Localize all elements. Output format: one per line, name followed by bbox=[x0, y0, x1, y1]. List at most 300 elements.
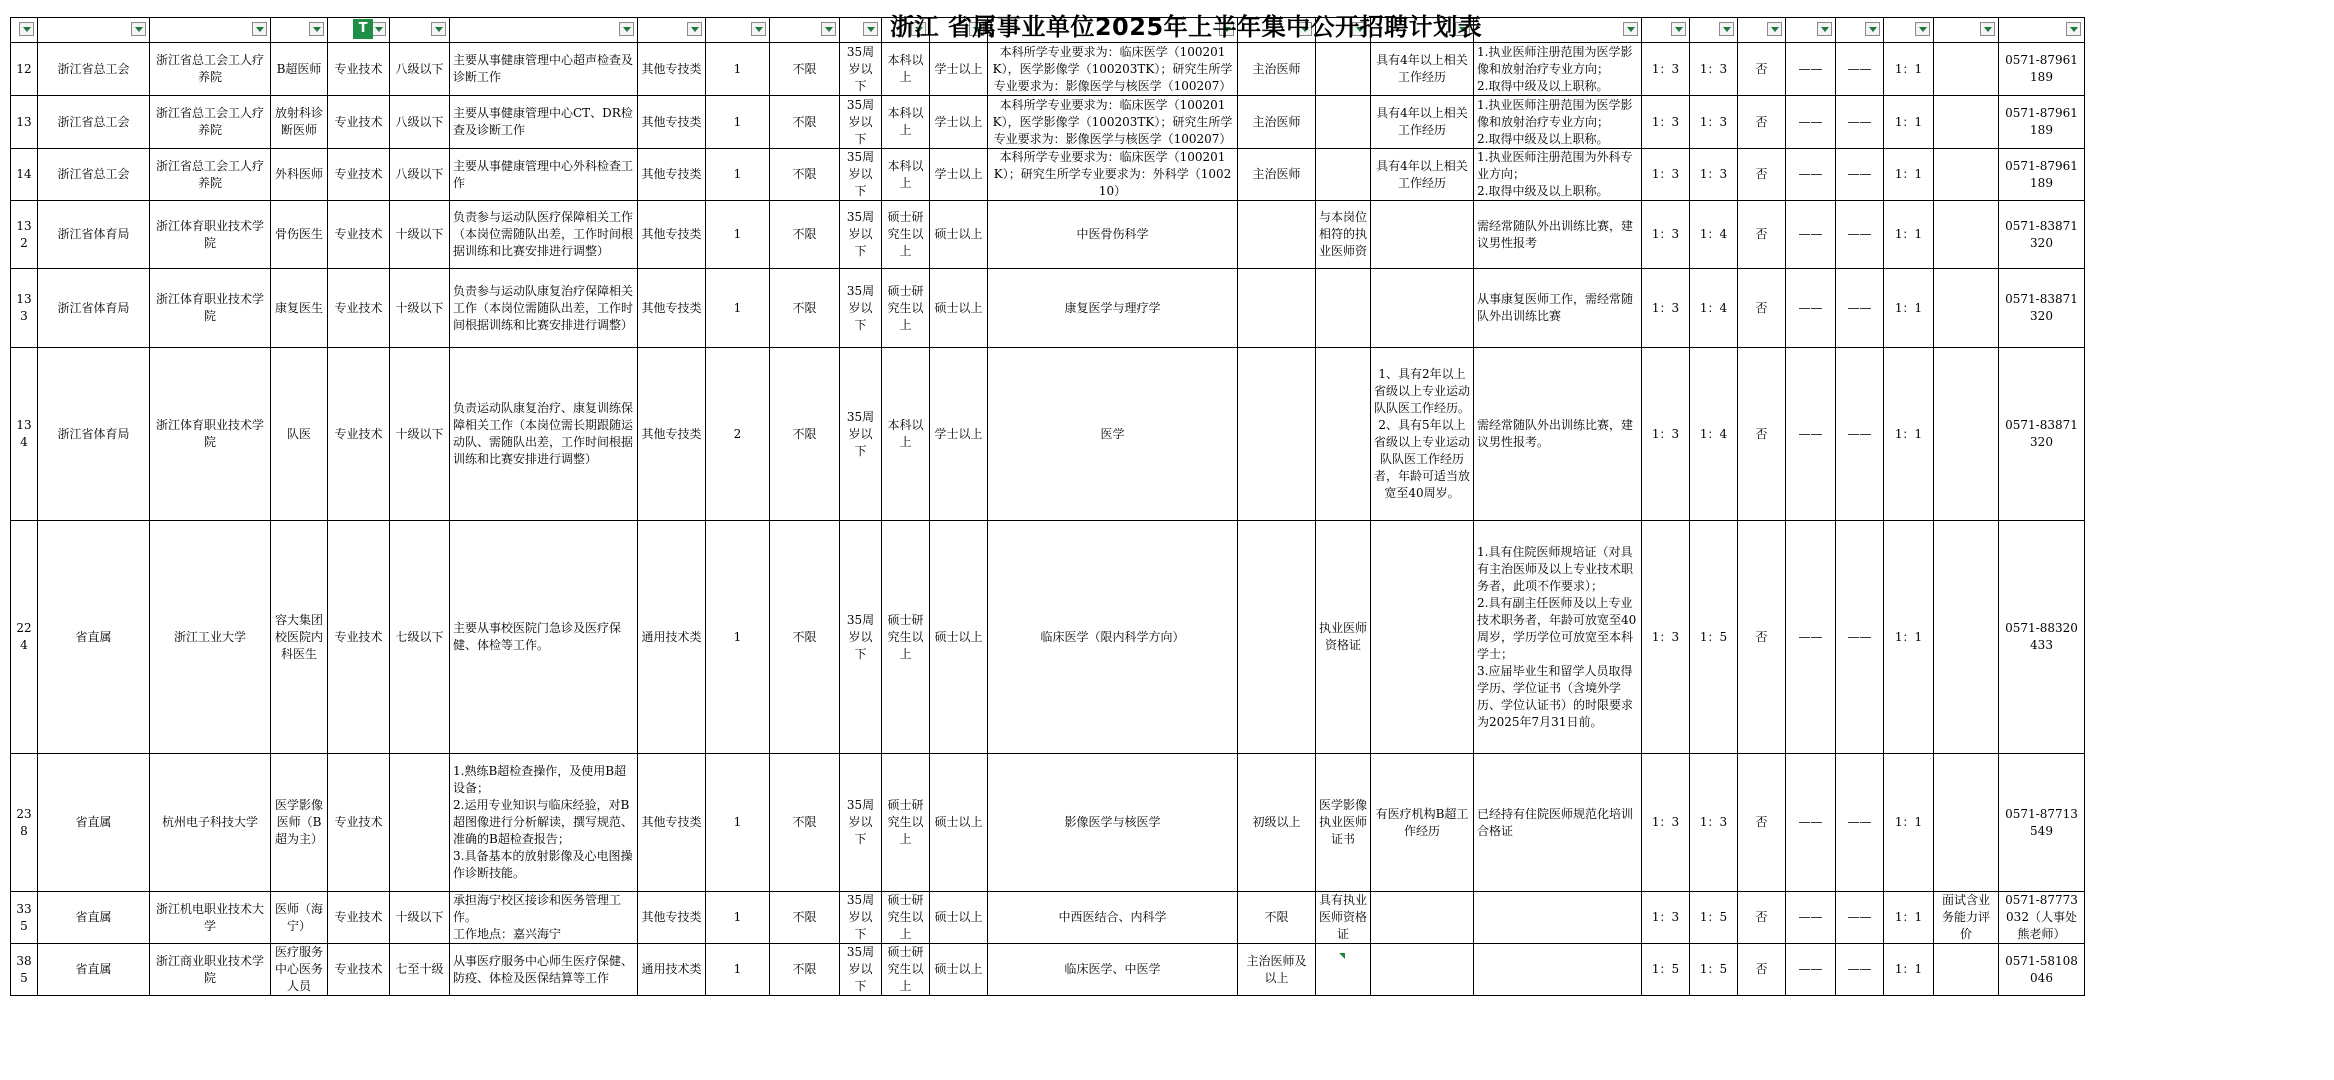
cell-major: 本科所学专业要求为：临床医学（100201K），医学影像学（100203TK）；研究生所学专业要求为：影像医学与核医学（100207） bbox=[988, 96, 1238, 149]
cell-level: 七级以下 bbox=[390, 521, 450, 754]
cell-job-description: 主要从事校医院门急诊及医疗保健、体检等工作。 bbox=[450, 521, 638, 754]
recruitment-plan-table bbox=[10, 17, 2085, 996]
cell-item-a: —— bbox=[1786, 96, 1836, 149]
cell-notes bbox=[1934, 348, 1999, 521]
table-row bbox=[11, 892, 2085, 944]
cell-category: 其他专技类 bbox=[638, 149, 706, 201]
cell-contact: 0571-87961189 bbox=[1999, 43, 2085, 96]
filter-dropdown-icon[interactable] bbox=[309, 22, 324, 36]
cell-education: 硕士研究生以上 bbox=[882, 944, 930, 996]
header-cell-contact bbox=[1999, 18, 2085, 43]
cell-major: 中西医结合、内科学 bbox=[988, 892, 1238, 944]
cell-other-requirements: 从事康复医师工作，需经常随队外出训练比赛 bbox=[1474, 269, 1642, 348]
cell-other-requirements: 1.执业医师注册范围为医学影像和放射治疗专业方向； 2.取得中级及以上职称。 bbox=[1474, 43, 1642, 96]
table-row bbox=[11, 149, 2085, 201]
cell-major: 康复医学与理疗学 bbox=[988, 269, 1238, 348]
filter-dropdown-icon[interactable] bbox=[687, 22, 702, 36]
cell-other-requirements: 需经常随队外出训练比赛，建议男性报考 bbox=[1474, 201, 1642, 269]
cell-employer: 浙江省总工会工人疗养院 bbox=[150, 96, 271, 149]
cell-category: 其他专技类 bbox=[638, 754, 706, 892]
cell-degree: 学士以上 bbox=[930, 43, 988, 96]
header-cell-seq bbox=[11, 18, 38, 43]
cell-level: 八级以下 bbox=[390, 149, 450, 201]
cell-quota: 1 bbox=[706, 521, 770, 754]
cell-restricted: 否 bbox=[1738, 754, 1786, 892]
cell-other-requirements: 1.执业医师注册范围为外科专业方向； 2.取得中级及以上职称。 bbox=[1474, 149, 1642, 201]
cell-position: 放射科诊断医师 bbox=[271, 96, 328, 149]
cell-item-b: —— bbox=[1836, 269, 1884, 348]
cell-department: 浙江省体育局 bbox=[38, 201, 150, 269]
cell-ratio-c: 1：1 bbox=[1884, 944, 1934, 996]
cell-ratio-a: 1：3 bbox=[1642, 201, 1690, 269]
cell-certificate: 医学影像执业医师证书 bbox=[1316, 754, 1371, 892]
cell-item-a: —— bbox=[1786, 348, 1836, 521]
cell-category: 其他专技类 bbox=[638, 43, 706, 96]
cell-item-b: —— bbox=[1836, 348, 1884, 521]
cell-other-requirements bbox=[1474, 892, 1642, 944]
cell-certificate bbox=[1316, 149, 1371, 201]
cell-level: 八级以下 bbox=[390, 96, 450, 149]
cell-position-type: 专业技术 bbox=[328, 201, 390, 269]
cell-department: 浙江省总工会 bbox=[38, 149, 150, 201]
header-cell-position bbox=[271, 18, 328, 43]
cell-level: 十级以下 bbox=[390, 892, 450, 944]
cell-ratio-b: 1：3 bbox=[1690, 149, 1738, 201]
cell-quota: 1 bbox=[706, 754, 770, 892]
cell-position-type: 专业技术 bbox=[328, 96, 390, 149]
cell-ratio-a: 1：3 bbox=[1642, 892, 1690, 944]
cell-comment-marker bbox=[1339, 953, 1345, 959]
cell-major: 本科所学专业要求为：临床医学（100201K），医学影像学（100203TK）；研究生所学专业要求为：影像医学与核医学（100207） bbox=[988, 43, 1238, 96]
cell-item-a: —— bbox=[1786, 944, 1836, 996]
cell-employer: 浙江省总工会工人疗养院 bbox=[150, 149, 271, 201]
cell-level: 十级以下 bbox=[390, 269, 450, 348]
cell-position: 医师（海宁） bbox=[271, 892, 328, 944]
cell-age: 35周岁以下 bbox=[840, 348, 882, 521]
header-cell-ratio-b bbox=[1690, 18, 1738, 43]
page-title: 浙江 省属事业单位2025年上半年集中公开招聘计划表 bbox=[890, 13, 1483, 41]
cell-contact: 0571-87961189 bbox=[1999, 96, 2085, 149]
filter-dropdown-icon[interactable] bbox=[1623, 22, 1638, 36]
cell-restricted: 否 bbox=[1738, 149, 1786, 201]
cell-item-a: —— bbox=[1786, 892, 1836, 944]
header-cell-ratio-c bbox=[1884, 18, 1934, 43]
cell-quota: 1 bbox=[706, 892, 770, 944]
header-cell-department bbox=[38, 18, 150, 43]
filter-dropdown-icon[interactable] bbox=[252, 22, 267, 36]
cell-contact: 0571-87773032（人事处熊老师） bbox=[1999, 892, 2085, 944]
table-row bbox=[11, 269, 2085, 348]
cell-experience: 有医疗机构B超工作经历 bbox=[1371, 754, 1474, 892]
cell-contact: 0571-83871320 bbox=[1999, 348, 2085, 521]
cell-department: 浙江省体育局 bbox=[38, 269, 150, 348]
cell-restricted: 否 bbox=[1738, 43, 1786, 96]
cell-seq: 385 bbox=[11, 944, 38, 996]
cell-level: 八级以下 bbox=[390, 43, 450, 96]
filter-dropdown-icon[interactable] bbox=[1865, 22, 1880, 36]
filter-dropdown-icon[interactable] bbox=[371, 22, 386, 36]
cell-item-a: —— bbox=[1786, 754, 1836, 892]
cell-contact: 0571-83871320 bbox=[1999, 269, 2085, 348]
cell-quota: 2 bbox=[706, 348, 770, 521]
cell-ratio-c: 1：1 bbox=[1884, 521, 1934, 754]
cell-level bbox=[390, 754, 450, 892]
cell-age: 35周岁以下 bbox=[840, 43, 882, 96]
cell-job-description: 承担海宁校区接诊和医务管理工作。 工作地点：嘉兴海宁 bbox=[450, 892, 638, 944]
cell-job-description: 主要从事健康管理中心外科检查工作 bbox=[450, 149, 638, 201]
cell-certificate bbox=[1316, 96, 1371, 149]
cell-title-requirement: 主治医师 bbox=[1238, 43, 1316, 96]
cell-title-requirement: 主治医师 bbox=[1238, 96, 1316, 149]
cell-position: 骨伤医生 bbox=[271, 201, 328, 269]
cell-title-requirement bbox=[1238, 269, 1316, 348]
cell-position-type: 专业技术 bbox=[328, 269, 390, 348]
cell-ratio-a: 1：3 bbox=[1642, 521, 1690, 754]
table-row bbox=[11, 201, 2085, 269]
cell-job-description: 主要从事健康管理中心超声检查及诊断工作 bbox=[450, 43, 638, 96]
cell-age: 35周岁以下 bbox=[840, 201, 882, 269]
cell-department: 省直属 bbox=[38, 521, 150, 754]
cell-contact: 0571-87713549 bbox=[1999, 754, 2085, 892]
cell-education: 本科以上 bbox=[882, 348, 930, 521]
cell-position-type: 专业技术 bbox=[328, 521, 390, 754]
table-row bbox=[11, 521, 2085, 754]
cell-employer: 浙江体育职业技术学院 bbox=[150, 269, 271, 348]
cell-notes: 面试含业务能力评价 bbox=[1934, 892, 1999, 944]
cell-ratio-a: 1：3 bbox=[1642, 348, 1690, 521]
cell-job-description: 主要从事健康管理中心CT、DR检查及诊断工作 bbox=[450, 96, 638, 149]
cell-restricted: 否 bbox=[1738, 201, 1786, 269]
cell-job-description: 负责参与运动队康复治疗保障相关工作（本岗位需随队出差，工作时间根据训练和比赛安排进行调整） bbox=[450, 269, 638, 348]
cell-position: 容大集团校医院内科医生 bbox=[271, 521, 328, 754]
cell-employer: 杭州电子科技大学 bbox=[150, 754, 271, 892]
cell-ratio-a: 1：3 bbox=[1642, 96, 1690, 149]
cell-category: 通用技术类 bbox=[638, 521, 706, 754]
cell-age: 35周岁以下 bbox=[840, 96, 882, 149]
cell-major: 本科所学专业要求为：临床医学（100201K）；研究生所学专业要求为：外科学（100210） bbox=[988, 149, 1238, 201]
cell-experience bbox=[1371, 269, 1474, 348]
cell-category: 其他专技类 bbox=[638, 201, 706, 269]
cell-experience: 具有4年以上相关工作经历 bbox=[1371, 43, 1474, 96]
cell-experience: 具有4年以上相关工作经历 bbox=[1371, 149, 1474, 201]
cell-certificate: 与本岗位相符的执业医师资 bbox=[1316, 201, 1371, 269]
header-cell-level bbox=[390, 18, 450, 43]
cell-ratio-a: 1：3 bbox=[1642, 269, 1690, 348]
cell-seq: 132 bbox=[11, 201, 38, 269]
cell-certificate bbox=[1316, 269, 1371, 348]
cell-gender: 不限 bbox=[770, 754, 840, 892]
filter-dropdown-icon[interactable] bbox=[2066, 22, 2081, 36]
cell-gender: 不限 bbox=[770, 944, 840, 996]
cell-other-requirements: 需经常随队外出训练比赛，建议男性报考。 bbox=[1474, 348, 1642, 521]
cell-certificate bbox=[1316, 944, 1371, 996]
cell-age: 35周岁以下 bbox=[840, 149, 882, 201]
cell-job-description: 负责参与运动队医疗保障相关工作（本岗位需随队出差，工作时间根据训练和比赛安排进行调整） bbox=[450, 201, 638, 269]
cell-notes bbox=[1934, 149, 1999, 201]
filter-dropdown-icon[interactable] bbox=[1817, 22, 1832, 36]
cell-degree: 硕士以上 bbox=[930, 201, 988, 269]
header-cell-quota bbox=[706, 18, 770, 43]
cell-notes bbox=[1934, 521, 1999, 754]
cell-position-type: 专业技术 bbox=[328, 944, 390, 996]
cell-ratio-a: 1：3 bbox=[1642, 43, 1690, 96]
cell-degree: 学士以上 bbox=[930, 149, 988, 201]
cell-category: 其他专技类 bbox=[638, 348, 706, 521]
cell-gender: 不限 bbox=[770, 348, 840, 521]
cell-item-b: —— bbox=[1836, 754, 1884, 892]
cell-experience bbox=[1371, 892, 1474, 944]
cell-item-a: —— bbox=[1786, 201, 1836, 269]
cell-ratio-c: 1：1 bbox=[1884, 348, 1934, 521]
header-cell-employer bbox=[150, 18, 271, 43]
cell-ratio-b: 1：3 bbox=[1690, 754, 1738, 892]
header-cell-item-a bbox=[1786, 18, 1836, 43]
cell-department: 浙江省总工会 bbox=[38, 96, 150, 149]
cell-education: 本科以上 bbox=[882, 96, 930, 149]
table-row bbox=[11, 43, 2085, 96]
header-cell-notes bbox=[1934, 18, 1999, 43]
cell-ratio-a: 1：5 bbox=[1642, 944, 1690, 996]
cell-seq: 12 bbox=[11, 43, 38, 96]
header-cell-restricted bbox=[1738, 18, 1786, 43]
cell-item-b: —— bbox=[1836, 149, 1884, 201]
cell-department: 省直属 bbox=[38, 892, 150, 944]
cell-seq: 133 bbox=[11, 269, 38, 348]
cell-ratio-a: 1：3 bbox=[1642, 149, 1690, 201]
cell-employer: 浙江商业职业技术学院 bbox=[150, 944, 271, 996]
cell-position: 康复医生 bbox=[271, 269, 328, 348]
cell-gender: 不限 bbox=[770, 96, 840, 149]
cell-ratio-c: 1：1 bbox=[1884, 96, 1934, 149]
cell-employer: 浙江工业大学 bbox=[150, 521, 271, 754]
cell-quota: 1 bbox=[706, 149, 770, 201]
filter-dropdown-icon[interactable] bbox=[751, 22, 766, 36]
cell-age: 35周岁以下 bbox=[840, 521, 882, 754]
cell-experience bbox=[1371, 201, 1474, 269]
cell-ratio-b: 1：4 bbox=[1690, 201, 1738, 269]
filter-dropdown-icon[interactable] bbox=[1671, 22, 1686, 36]
cell-ratio-b: 1：3 bbox=[1690, 43, 1738, 96]
cell-employer: 浙江体育职业技术学院 bbox=[150, 201, 271, 269]
cell-level: 十级以下 bbox=[390, 201, 450, 269]
cell-contact: 0571-83871320 bbox=[1999, 201, 2085, 269]
cell-ratio-b: 1：4 bbox=[1690, 348, 1738, 521]
cell-notes bbox=[1934, 944, 1999, 996]
cell-ratio-c: 1：1 bbox=[1884, 754, 1934, 892]
cell-title-requirement bbox=[1238, 348, 1316, 521]
cell-contact: 0571-88320433 bbox=[1999, 521, 2085, 754]
cell-department: 省直属 bbox=[38, 944, 150, 996]
cell-gender: 不限 bbox=[770, 892, 840, 944]
cell-position-type: 专业技术 bbox=[328, 892, 390, 944]
cell-seq: 134 bbox=[11, 348, 38, 521]
filter-dropdown-icon[interactable] bbox=[19, 22, 34, 36]
filter-dropdown-icon[interactable] bbox=[1915, 22, 1930, 36]
cell-ratio-c: 1：1 bbox=[1884, 892, 1934, 944]
cell-position: 队医 bbox=[271, 348, 328, 521]
cell-degree: 硕士以上 bbox=[930, 269, 988, 348]
cell-item-b: —— bbox=[1836, 201, 1884, 269]
cell-other-requirements: 已经持有住院医师规范化培训合格证 bbox=[1474, 754, 1642, 892]
cell-age: 35周岁以下 bbox=[840, 944, 882, 996]
filter-dropdown-icon[interactable] bbox=[1980, 22, 1995, 36]
cell-notes bbox=[1934, 269, 1999, 348]
cell-notes bbox=[1934, 96, 1999, 149]
cell-position: 外科医师 bbox=[271, 149, 328, 201]
cell-position-type: 专业技术 bbox=[328, 754, 390, 892]
cell-ratio-a: 1：3 bbox=[1642, 754, 1690, 892]
cell-age: 35周岁以下 bbox=[840, 269, 882, 348]
cell-age: 35周岁以下 bbox=[840, 892, 882, 944]
cell-degree: 硕士以上 bbox=[930, 944, 988, 996]
cell-education: 本科以上 bbox=[882, 149, 930, 201]
cell-other-requirements bbox=[1474, 944, 1642, 996]
cell-age: 35周岁以下 bbox=[840, 754, 882, 892]
cell-level: 七至十级 bbox=[390, 944, 450, 996]
filter-dropdown-icon[interactable] bbox=[131, 22, 146, 36]
filter-dropdown-icon[interactable] bbox=[863, 22, 878, 36]
cell-item-a: —— bbox=[1786, 269, 1836, 348]
cell-employer: 浙江省总工会工人疗养院 bbox=[150, 43, 271, 96]
cell-department: 浙江省总工会 bbox=[38, 43, 150, 96]
cell-restricted: 否 bbox=[1738, 96, 1786, 149]
cell-position-type: 专业技术 bbox=[328, 149, 390, 201]
cell-major: 影像医学与核医学 bbox=[988, 754, 1238, 892]
cell-experience bbox=[1371, 944, 1474, 996]
header-cell-ratio-a bbox=[1642, 18, 1690, 43]
cell-seq: 14 bbox=[11, 149, 38, 201]
cell-title-requirement bbox=[1238, 521, 1316, 754]
cell-certificate: 执业医师资格证 bbox=[1316, 521, 1371, 754]
cell-gender: 不限 bbox=[770, 521, 840, 754]
cell-experience bbox=[1371, 521, 1474, 754]
cell-employer: 浙江体育职业技术学院 bbox=[150, 348, 271, 521]
cell-contact: 0571-58108046 bbox=[1999, 944, 2085, 996]
cell-ratio-b: 1：3 bbox=[1690, 96, 1738, 149]
header-cell-item-b bbox=[1836, 18, 1884, 43]
cell-quota: 1 bbox=[706, 96, 770, 149]
cell-ratio-c: 1：1 bbox=[1884, 43, 1934, 96]
cell-title-requirement: 主治医师 bbox=[1238, 149, 1316, 201]
cell-certificate bbox=[1316, 348, 1371, 521]
cell-job-description: 从事医疗服务中心师生医疗保健、防疫、体检及医保结算等工作 bbox=[450, 944, 638, 996]
cell-title-requirement: 主治医师及以上 bbox=[1238, 944, 1316, 996]
cell-seq: 224 bbox=[11, 521, 38, 754]
cell-item-b: —— bbox=[1836, 96, 1884, 149]
table-row bbox=[11, 348, 2085, 521]
cell-quota: 1 bbox=[706, 43, 770, 96]
cell-ratio-b: 1：5 bbox=[1690, 521, 1738, 754]
cell-position-type: 专业技术 bbox=[328, 43, 390, 96]
table-row bbox=[11, 96, 2085, 149]
cell-major: 临床医学（限内科学方向） bbox=[988, 521, 1238, 754]
cell-category: 其他专技类 bbox=[638, 269, 706, 348]
cell-certificate bbox=[1316, 43, 1371, 96]
cell-notes bbox=[1934, 43, 1999, 96]
cell-degree: 硕士以上 bbox=[930, 754, 988, 892]
cell-position-type: 专业技术 bbox=[328, 348, 390, 521]
cell-category: 通用技术类 bbox=[638, 944, 706, 996]
cell-item-a: —— bbox=[1786, 43, 1836, 96]
header-cell-age bbox=[840, 18, 882, 43]
cell-ratio-b: 1：5 bbox=[1690, 944, 1738, 996]
cell-ratio-c: 1：1 bbox=[1884, 269, 1934, 348]
cell-item-b: —— bbox=[1836, 43, 1884, 96]
cell-item-b: —— bbox=[1836, 521, 1884, 754]
filter-dropdown-icon[interactable] bbox=[821, 22, 836, 36]
header-cell-category bbox=[638, 18, 706, 43]
cell-quota: 1 bbox=[706, 944, 770, 996]
cell-title-requirement: 初级以上 bbox=[1238, 754, 1316, 892]
cell-department: 浙江省体育局 bbox=[38, 348, 150, 521]
cell-quota: 1 bbox=[706, 269, 770, 348]
cell-item-b: —— bbox=[1836, 944, 1884, 996]
cell-category: 其他专技类 bbox=[638, 892, 706, 944]
cell-position: 医学影像医师（B超为主） bbox=[271, 754, 328, 892]
cell-ratio-c: 1：1 bbox=[1884, 149, 1934, 201]
cell-major: 中医骨伤科学 bbox=[988, 201, 1238, 269]
cell-restricted: 否 bbox=[1738, 269, 1786, 348]
cell-seq: 13 bbox=[11, 96, 38, 149]
cell-notes bbox=[1934, 201, 1999, 269]
cell-education: 硕士研究生以上 bbox=[882, 892, 930, 944]
cell-education: 硕士研究生以上 bbox=[882, 201, 930, 269]
cell-degree: 学士以上 bbox=[930, 348, 988, 521]
cell-education: 本科以上 bbox=[882, 43, 930, 96]
cell-gender: 不限 bbox=[770, 269, 840, 348]
cell-ratio-c: 1：1 bbox=[1884, 201, 1934, 269]
header-cell-job-description bbox=[450, 18, 638, 43]
cell-position: B超医师 bbox=[271, 43, 328, 96]
header-cell-gender bbox=[770, 18, 840, 43]
header-cell-other-requirements bbox=[1474, 18, 1642, 43]
cell-gender: 不限 bbox=[770, 149, 840, 201]
filter-dropdown-icon[interactable] bbox=[1767, 22, 1782, 36]
cell-degree: 硕士以上 bbox=[930, 521, 988, 754]
cell-job-description: 1.熟练B超检查操作，及使用B超设备； 2.运用专业知识与临床经验，对B超图像进行分析解读，撰写规范、准确的B超检查报告； 3.具备基本的放射影像及心电图操作诊断技能。 bbox=[450, 754, 638, 892]
cell-item-a: —— bbox=[1786, 521, 1836, 754]
cell-position: 医疗服务中心医务人员 bbox=[271, 944, 328, 996]
cell-quota: 1 bbox=[706, 201, 770, 269]
filter-dropdown-icon[interactable] bbox=[431, 22, 446, 36]
cell-ratio-b: 1：5 bbox=[1690, 892, 1738, 944]
cell-employer: 浙江机电职业技术大学 bbox=[150, 892, 271, 944]
cell-restricted: 否 bbox=[1738, 944, 1786, 996]
filter-dropdown-icon[interactable] bbox=[619, 22, 634, 36]
active-filter-icon[interactable]: T bbox=[353, 19, 373, 39]
cell-restricted: 否 bbox=[1738, 348, 1786, 521]
cell-restricted: 否 bbox=[1738, 521, 1786, 754]
cell-other-requirements: 1.具有住院医师规培证（对具有主治医师及以上专业技术职务者，此项不作要求）； 2.具有副主任医师及以上专业技术职务者，年龄可放宽至40周岁，学历学位可放宽至本科学士； 3.应届毕业生和留学人员取得学历、学位证书（含境外学历、学位认证书）的时限要求为2025年7月31日前。 bbox=[1474, 521, 1642, 754]
cell-education: 硕士研究生以上 bbox=[882, 269, 930, 348]
cell-education: 硕士研究生以上 bbox=[882, 754, 930, 892]
cell-other-requirements: 1.执业医师注册范围为医学影像和放射治疗专业方向； 2.取得中级及以上职称。 bbox=[1474, 96, 1642, 149]
cell-experience: 具有4年以上相关工作经历 bbox=[1371, 96, 1474, 149]
cell-department: 省直属 bbox=[38, 754, 150, 892]
cell-seq: 238 bbox=[11, 754, 38, 892]
cell-major: 医学 bbox=[988, 348, 1238, 521]
cell-notes bbox=[1934, 754, 1999, 892]
cell-restricted: 否 bbox=[1738, 892, 1786, 944]
cell-education: 硕士研究生以上 bbox=[882, 521, 930, 754]
cell-gender: 不限 bbox=[770, 43, 840, 96]
cell-title-requirement bbox=[1238, 201, 1316, 269]
cell-experience: 1、具有2年以上省级以上专业运动队队医工作经历。2、具有5年以上省级以上专业运动队队医工作经历者，年龄可适当放宽至40周岁。 bbox=[1371, 348, 1474, 521]
cell-contact: 0571-87961189 bbox=[1999, 149, 2085, 201]
cell-title-requirement: 不限 bbox=[1238, 892, 1316, 944]
filter-dropdown-icon[interactable] bbox=[1719, 22, 1734, 36]
cell-item-b: —— bbox=[1836, 892, 1884, 944]
